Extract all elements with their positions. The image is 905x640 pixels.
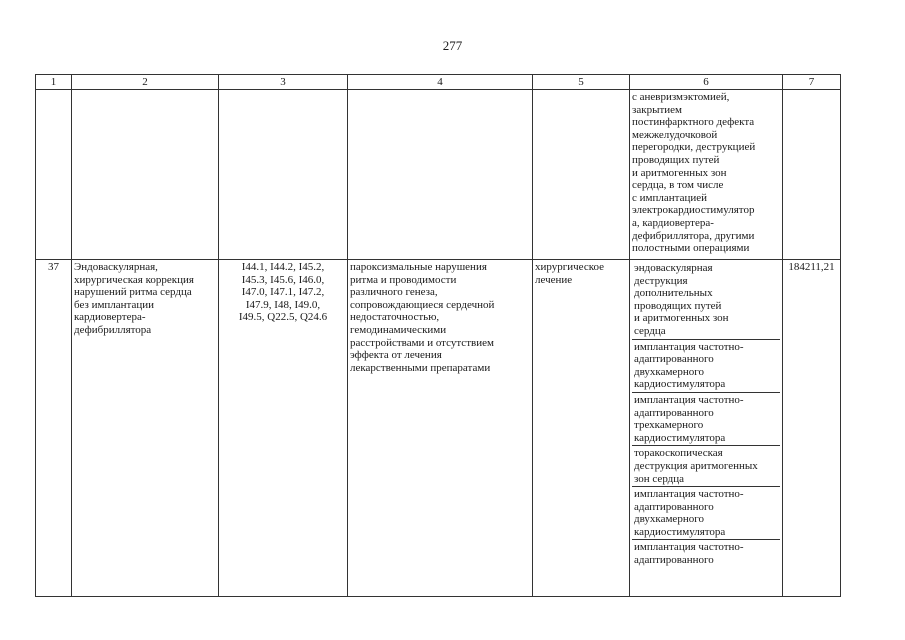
text-line: деструкция аритмогенных xyxy=(634,459,758,472)
text-line: сердца, в том числе xyxy=(632,179,724,192)
text-line: адаптированного xyxy=(634,353,714,366)
empty-cell xyxy=(36,90,72,260)
method-item xyxy=(632,340,780,393)
column-header: 7 xyxy=(783,75,841,90)
column-header: 2 xyxy=(72,75,219,90)
text-line: пароксизмальные нарушения xyxy=(350,261,487,273)
text-line: сопровождающиеся сердечной xyxy=(350,298,495,311)
text-line: и аритмогенных зон xyxy=(634,312,729,325)
text-line: закрытием xyxy=(632,103,682,116)
text-line: недостаточностью, xyxy=(350,311,440,324)
text-line: перегородки, деструкцией xyxy=(632,141,756,154)
text-line: дополнительных xyxy=(634,287,713,300)
empty-cell xyxy=(348,90,533,260)
method-item xyxy=(632,487,780,540)
method-item xyxy=(632,540,780,567)
text-line: I44.1, I44.2, I45.2, xyxy=(241,261,325,273)
text-line: постинфарктного дефекта xyxy=(632,116,755,129)
text-line: различного генеза, xyxy=(350,286,438,299)
patient-model-cell xyxy=(348,260,533,597)
text-line: кардиостимулятора xyxy=(634,378,726,391)
text-line: I47.0, I47.1, I47.2, xyxy=(241,286,325,299)
column-header: 4 xyxy=(348,75,533,90)
row-number: 37 xyxy=(36,260,72,597)
icd-codes-cell xyxy=(219,260,348,597)
text-line: I45.3, I45.6, I46.0, xyxy=(241,273,325,286)
text-line: деструкция xyxy=(634,274,688,287)
text-line: эффекта от лечения xyxy=(350,349,442,362)
text-line: торакоскопическая xyxy=(634,447,723,460)
text-line: и аритмогенных зон xyxy=(632,166,727,179)
text-line: хирургическое xyxy=(535,261,605,273)
price-cell: 184211,21 xyxy=(783,260,841,597)
empty-cell xyxy=(219,90,348,260)
text-line: межжелудочковой xyxy=(632,128,718,141)
text-line: имплантация частотно- xyxy=(634,393,744,406)
empty-cell xyxy=(783,90,841,260)
text-line: зон сердца xyxy=(634,472,685,485)
care-type-cell xyxy=(72,260,219,597)
method-text xyxy=(632,91,780,255)
icd-codes-text xyxy=(221,261,345,324)
text-line: имплантация частотно- xyxy=(634,340,744,353)
text-line: с имплантацией xyxy=(632,191,707,204)
text-line: Эндоваскулярная, xyxy=(74,261,158,273)
treatment-type-text xyxy=(535,261,627,286)
column-header: 6 xyxy=(630,75,783,90)
empty-cell xyxy=(533,90,630,260)
care-type-text xyxy=(74,261,216,337)
text-line: дефибриллятора, другими xyxy=(632,229,755,242)
text-line: кардиостимулятора xyxy=(634,525,726,538)
text-line: гемодинамическими xyxy=(350,323,447,336)
text-line: без имплантации xyxy=(74,298,155,311)
text-line: I47.9, I48, I49.0, xyxy=(245,298,321,311)
text-line: проводящих путей xyxy=(634,299,722,312)
treatment-type-cell xyxy=(533,260,630,597)
text-line: проводящих путей xyxy=(632,153,720,166)
text-line: кардиовертера- xyxy=(74,311,146,324)
text-line: трехкамерного xyxy=(634,419,704,432)
text-line: расстройствами и отсутствием xyxy=(350,336,494,349)
page-number: 277 xyxy=(442,38,463,53)
text-line: лечение xyxy=(535,273,573,286)
methods-cell xyxy=(630,260,783,597)
text-line: двухкамерного xyxy=(634,513,704,526)
medical-care-table xyxy=(35,74,841,597)
text-line: I49.5, Q22.5, Q24.6 xyxy=(238,311,328,324)
column-header: 5 xyxy=(533,75,630,90)
text-line: кардиостимулятора xyxy=(634,431,726,444)
text-line: адаптированного xyxy=(634,554,714,567)
text-line: имплантация частотно- xyxy=(634,488,744,501)
table-row-continuation xyxy=(36,90,841,260)
method-item xyxy=(632,446,780,487)
header-row xyxy=(36,75,841,90)
method-item xyxy=(632,261,780,340)
text-line: с аневризмэктомией, xyxy=(632,91,730,103)
text-line: эндоваскулярная xyxy=(634,262,713,274)
column-header: 1 xyxy=(36,75,72,90)
text-line: дефибриллятора xyxy=(74,323,152,336)
text-line: адаптированного xyxy=(634,500,714,513)
text-line: нарушений ритма сердца xyxy=(74,286,192,299)
text-line: двухкамерного xyxy=(634,365,704,378)
text-line: имплантация частотно- xyxy=(634,541,744,554)
empty-cell xyxy=(72,90,219,260)
text-line: ритма и проводимости xyxy=(350,273,457,286)
text-line: лекарственными препаратами xyxy=(350,361,491,374)
text-line: адаптированного xyxy=(634,406,714,419)
column-header: 3 xyxy=(219,75,348,90)
text-line: а, кардиовертера- xyxy=(632,216,714,229)
text-line: электрокардиостимулятор xyxy=(632,204,755,217)
method-item xyxy=(632,393,780,446)
text-line: сердца xyxy=(634,324,666,337)
text-line: полостными операциями xyxy=(632,242,750,255)
method-cell xyxy=(630,90,783,260)
text-line: хирургическая коррекция xyxy=(74,273,194,286)
table-row-37 xyxy=(36,260,841,597)
patient-model-text xyxy=(350,261,530,374)
